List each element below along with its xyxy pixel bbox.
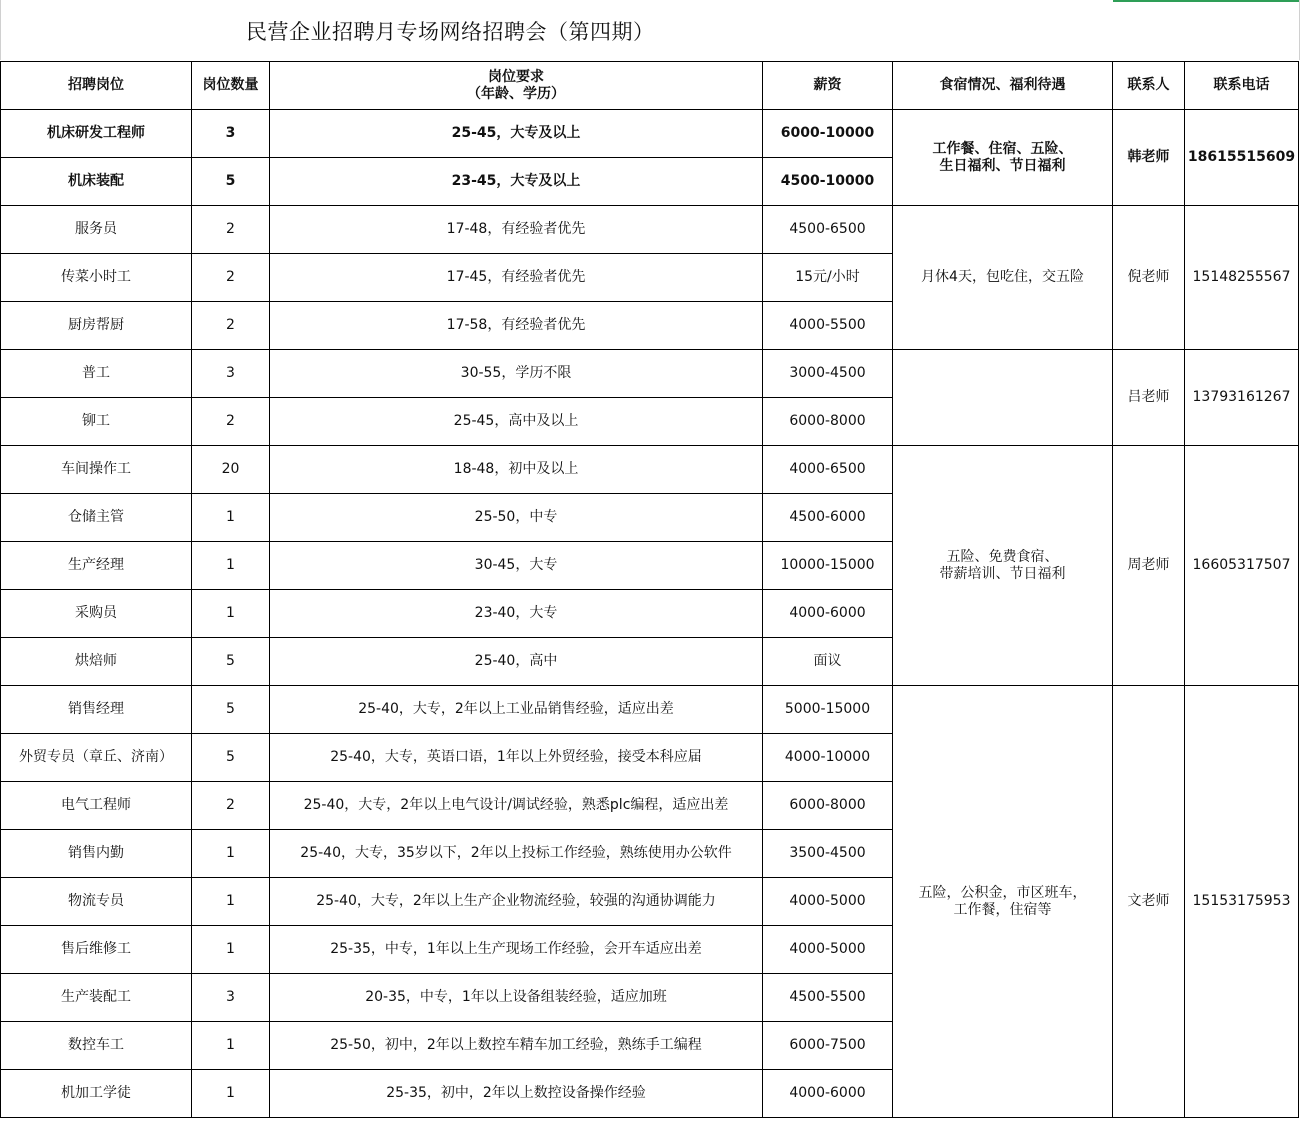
cell-count: 2 [192, 782, 270, 830]
cell-count: 5 [192, 734, 270, 782]
header-count: 岗位数量 [192, 62, 270, 110]
cell-count: 3 [192, 974, 270, 1022]
cell-position: 电气工程师 [1, 782, 192, 830]
cell-salary: 4000-6000 [763, 1070, 893, 1118]
cell-count: 1 [192, 830, 270, 878]
cell-count: 1 [192, 494, 270, 542]
cell-salary: 6000-7500 [763, 1022, 893, 1070]
cell-position: 生产装配工 [1, 974, 192, 1022]
recruitment-table [0, 61, 1299, 1118]
cell-salary: 4000-5000 [763, 878, 893, 926]
cell-position: 外贸专员（章丘、济南） [1, 734, 192, 782]
cell-position: 烘焙师 [1, 638, 192, 686]
cell-requirements: 30-45，大专 [270, 542, 763, 590]
benefit-line: 生日福利、节日福利 [939, 157, 1066, 174]
cell-phone: 15153175953 [1185, 686, 1299, 1118]
header-salary: 薪资 [763, 62, 893, 110]
cell-salary: 4500-10000 [763, 158, 893, 206]
cell-position: 机床装配 [1, 158, 192, 206]
cell-position: 普工 [1, 350, 192, 398]
cell-position: 传菜小时工 [1, 254, 192, 302]
cell-requirements: 20-35，中专，1年以上设备组装经验，适应加班 [270, 974, 763, 1022]
cell-salary: 面议 [763, 638, 893, 686]
cell-requirements: 25-40，大专，2年以上工业品销售经验，适应出差 [270, 686, 763, 734]
cell-requirements: 25-40，大专，英语口语，1年以上外贸经验，接受本科应届 [270, 734, 763, 782]
cell-requirements: 25-45，大专及以上 [270, 110, 763, 158]
page-title: 民营企业招聘月专场网络招聘会（第四期） [246, 20, 655, 44]
cell-position: 铆工 [1, 398, 192, 446]
benefit-line: 五险，公积金，市区班车， [918, 884, 1087, 901]
cell-benefits [893, 350, 1113, 446]
cell-count: 2 [192, 302, 270, 350]
selection-indicator [1113, 0, 1299, 2]
cell-salary: 4000-6500 [763, 446, 893, 494]
header-row [1, 62, 1299, 110]
cell-contact: 倪老师 [1113, 206, 1185, 350]
cell-requirements: 25-40，高中 [270, 638, 763, 686]
cell-phone: 15148255567 [1185, 206, 1299, 350]
cell-position: 售后维修工 [1, 926, 192, 974]
cell-phone: 13793161267 [1185, 350, 1299, 446]
cell-requirements: 23-45，大专及以上 [270, 158, 763, 206]
cell-salary: 3000-4500 [763, 350, 893, 398]
cell-count: 1 [192, 542, 270, 590]
cell-count: 3 [192, 110, 270, 158]
cell-count: 1 [192, 1022, 270, 1070]
header-contact: 联系人 [1113, 62, 1185, 110]
cell-count: 3 [192, 350, 270, 398]
header-position: 招聘岗位 [1, 62, 192, 110]
cell-salary: 10000-15000 [763, 542, 893, 590]
benefit-line: 五险、免费食宿、 [946, 548, 1059, 565]
benefit-line: 工作餐，住宿等 [953, 901, 1052, 918]
cell-count: 2 [192, 398, 270, 446]
cell-benefits [893, 110, 1113, 206]
cell-position: 仓储主管 [1, 494, 192, 542]
cell-salary: 4000-6000 [763, 590, 893, 638]
cell-phone: 16605317507 [1185, 446, 1299, 686]
cell-count: 5 [192, 686, 270, 734]
cell-position: 物流专员 [1, 878, 192, 926]
cell-requirements: 23-40，大专 [270, 590, 763, 638]
cell-count: 2 [192, 206, 270, 254]
cell-position: 采购员 [1, 590, 192, 638]
cell-requirements: 25-50，中专 [270, 494, 763, 542]
cell-contact: 吕老师 [1113, 350, 1185, 446]
cell-requirements: 17-58，有经验者优先 [270, 302, 763, 350]
cell-count: 5 [192, 638, 270, 686]
header-req-line2: （年龄、学历） [467, 85, 565, 102]
cell-position: 数控车工 [1, 1022, 192, 1070]
cell-position: 销售经理 [1, 686, 192, 734]
table-row [1, 686, 1299, 734]
cell-contact: 韩老师 [1113, 110, 1185, 206]
cell-contact: 文老师 [1113, 686, 1185, 1118]
cell-requirements: 25-35，初中，2年以上数控设备操作经验 [270, 1070, 763, 1118]
cell-count: 2 [192, 254, 270, 302]
cell-count: 1 [192, 590, 270, 638]
cell-requirements: 18-48，初中及以上 [270, 446, 763, 494]
cell-benefits: 月休4天，包吃住，交五险 [893, 206, 1113, 350]
table-row [1, 206, 1299, 254]
cell-count: 1 [192, 926, 270, 974]
cell-salary: 4500-5500 [763, 974, 893, 1022]
cell-position: 机加工学徒 [1, 1070, 192, 1118]
cell-requirements: 25-50，初中，2年以上数控车精车加工经验，熟练手工编程 [270, 1022, 763, 1070]
cell-salary: 6000-10000 [763, 110, 893, 158]
cell-requirements: 25-45，高中及以上 [270, 398, 763, 446]
cell-salary: 6000-8000 [763, 398, 893, 446]
cell-salary: 4000-5000 [763, 926, 893, 974]
cell-requirements: 17-45，有经验者优先 [270, 254, 763, 302]
cell-salary: 4000-10000 [763, 734, 893, 782]
benefit-line: 带薪培训、节日福利 [939, 565, 1066, 582]
benefit-line: 工作餐、住宿、五险、 [932, 140, 1073, 157]
table-row [1, 446, 1299, 494]
cell-count: 20 [192, 446, 270, 494]
cell-count: 1 [192, 878, 270, 926]
cell-position: 生产经理 [1, 542, 192, 590]
cell-contact: 周老师 [1113, 446, 1185, 686]
table-row [1, 350, 1299, 398]
cell-requirements: 25-35，中专，1年以上生产现场工作经验，会开车适应出差 [270, 926, 763, 974]
header-phone: 联系电话 [1185, 62, 1299, 110]
cell-position: 厨房帮厨 [1, 302, 192, 350]
cell-position: 机床研发工程师 [1, 110, 192, 158]
cell-salary: 4500-6000 [763, 494, 893, 542]
cell-salary: 6000-8000 [763, 782, 893, 830]
cell-salary: 4500-6500 [763, 206, 893, 254]
header-req-line1: 岗位要求 [488, 68, 544, 85]
cell-requirements: 30-55，学历不限 [270, 350, 763, 398]
cell-salary: 15元/小时 [763, 254, 893, 302]
cell-count: 5 [192, 158, 270, 206]
cell-salary: 4000-5500 [763, 302, 893, 350]
cell-position: 服务员 [1, 206, 192, 254]
cell-position: 销售内勤 [1, 830, 192, 878]
cell-requirements: 25-40，大专，2年以上生产企业物流经验，较强的沟通协调能力 [270, 878, 763, 926]
cell-position: 车间操作工 [1, 446, 192, 494]
cell-count: 1 [192, 1070, 270, 1118]
sheet-title-bar [0, 0, 1300, 60]
cell-phone: 18615515609 [1185, 110, 1299, 206]
cell-requirements: 25-40，大专，35岁以下，2年以上投标工作经验，熟练使用办公软件 [270, 830, 763, 878]
cell-salary: 3500-4500 [763, 830, 893, 878]
cell-benefits [893, 686, 1113, 1118]
cell-requirements: 25-40，大专，2年以上电气设计/调试经验，熟悉plc编程，适应出差 [270, 782, 763, 830]
header-benefits: 食宿情况、福利待遇 [893, 62, 1113, 110]
table-row [1, 110, 1299, 158]
cell-benefits [893, 446, 1113, 686]
cell-requirements: 17-48，有经验者优先 [270, 206, 763, 254]
cell-salary: 5000-15000 [763, 686, 893, 734]
header-requirements [270, 62, 763, 110]
